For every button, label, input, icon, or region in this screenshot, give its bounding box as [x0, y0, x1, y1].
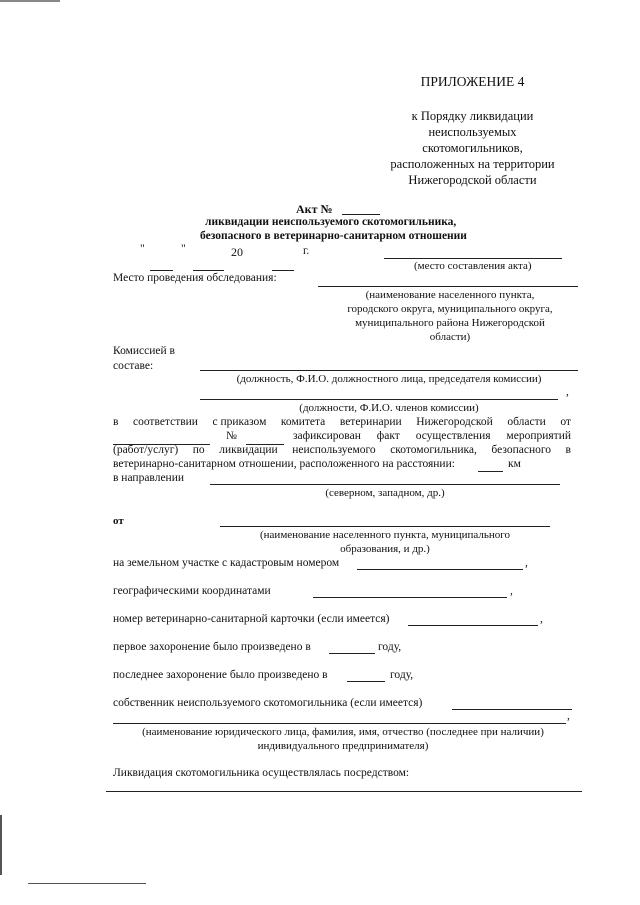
commission-chair-line — [200, 370, 578, 371]
appendix-title: ПРИЛОЖЕНИЕ 4 — [420, 74, 525, 89]
from-line — [220, 526, 550, 527]
cadastral-label: на земельном участке с кадастровым номером — [113, 557, 340, 569]
inspection-place-label: Место проведения обследования: — [113, 272, 277, 284]
appendix-line-5: Нижегородской области — [408, 173, 537, 187]
liquidation-label: Ликвидация скотомогильника осуществлялась посредством: — [113, 767, 410, 779]
first-burial-label: первое захоронение было произведено в — [113, 641, 311, 653]
order-word-4: комитета — [280, 416, 326, 428]
date-month-line — [193, 270, 224, 271]
act-subtitle-1: ликвидации неиспользуемого скотомогильника, — [205, 216, 457, 228]
act-subtitle-2: безопасного в ветеринарно-санитарном отношении — [200, 230, 467, 242]
footnote-rule — [28, 883, 146, 884]
appendix-line-1: к Порядку ликвидации — [411, 109, 534, 123]
from-label: от — [113, 515, 124, 527]
vet-card-line — [408, 625, 538, 626]
last-burial-line — [347, 681, 385, 682]
from-caption-1: (наименование населенного пункта, муниципального — [260, 529, 510, 541]
order-line-1 — [113, 416, 571, 428]
direction-label: в направлении — [113, 472, 185, 484]
commission-members-comma: , — [566, 386, 569, 398]
scan-edge-mark-left — [0, 815, 2, 875]
order-word-8: от — [560, 416, 571, 428]
inspection-caption-1: (наименование населенного пункта, — [365, 289, 535, 301]
cadastral-comma: , — [525, 557, 528, 569]
last-burial-suffix: году, — [390, 669, 414, 681]
from-caption-2: образования, и др.) — [340, 543, 430, 555]
coords-label: географическими координатами — [113, 585, 271, 597]
order-word-7: области — [507, 416, 546, 428]
vet-card-label: номер ветеринарно-санитарной карточки (если имеется) — [113, 613, 390, 625]
commission-members-caption: (должности, Ф.И.О. членов комиссии) — [299, 402, 479, 414]
order-word-5: ветеринарии — [339, 416, 402, 428]
owner-line-2 — [113, 723, 566, 724]
first-burial-line — [329, 653, 375, 654]
place-of-act-line — [384, 258, 562, 259]
order-word-1: в — [113, 416, 119, 428]
owner-line-1 — [452, 709, 572, 710]
order-word-6: Нижегородской — [416, 416, 493, 428]
commission-chair-caption: (должность, Ф.И.О. должностного лица, председателя комиссии) — [236, 373, 542, 385]
order-word-2: соответствии — [132, 416, 198, 428]
commission-label-1: Комиссией в — [113, 345, 175, 357]
scan-edge-mark-top-left — [0, 0, 60, 2]
commission-members-line — [200, 399, 558, 400]
vet-card-comma: , — [540, 613, 543, 625]
first-burial-suffix: году, — [378, 641, 402, 653]
owner-comma: , — [567, 710, 570, 722]
liquidation-line — [106, 791, 582, 792]
date-quote-open: " — [140, 243, 145, 255]
order-line-4: ветеринарно-санитарном отношении, расположенного на расстоянии: — [113, 458, 455, 470]
act-number-line — [342, 214, 380, 215]
date-year-line — [272, 270, 294, 271]
date-year-prefix: 20 — [231, 245, 243, 259]
owner-caption-2: индивидуального предпринимателя) — [257, 740, 429, 752]
order-line-2: зафиксирован факт осуществления мероприятий — [293, 430, 571, 442]
direction-caption: (северном, западном, др.) — [325, 487, 445, 499]
owner-label: собственник неиспользуемого скотомогильника (если имеется) — [113, 697, 423, 709]
inspection-caption-2: городского округа, муниципального округа, — [347, 303, 553, 315]
commission-label-2: составе: — [113, 360, 154, 372]
inspection-caption-3: муниципального района Нижегородской — [355, 317, 545, 329]
appendix-line-4: расположенных на территории — [390, 157, 555, 171]
order-word-3: с приказом — [212, 416, 267, 428]
date-year-suffix: г. — [303, 245, 310, 257]
direction-line — [210, 484, 560, 485]
place-of-act-caption: (место составления акта) — [414, 260, 532, 272]
inspection-place-line — [318, 286, 578, 287]
inspection-caption-4: области) — [429, 331, 471, 343]
coords-line — [313, 597, 507, 598]
cadastral-line — [357, 569, 523, 570]
coords-comma: , — [510, 585, 513, 597]
act-title: Акт № — [296, 202, 333, 216]
date-day-line — [150, 270, 173, 271]
distance-line — [478, 471, 503, 472]
last-burial-label: последнее захоронение было произведено в — [113, 669, 328, 681]
appendix-line-2: неиспользуемых — [428, 125, 517, 139]
order-line-3: (работ/услуг) по ликвидации неиспользуемого скотомогильника, безопасного в — [113, 444, 571, 456]
date-quote-close: " — [181, 243, 186, 255]
order-number-sign: № — [226, 430, 237, 442]
appendix-line-3: скотомогильников, — [422, 141, 523, 155]
distance-unit: км — [508, 458, 521, 470]
owner-caption-1: (наименование юридического лица, фамилия, имя, отчество (последнее при наличии) — [142, 726, 544, 738]
